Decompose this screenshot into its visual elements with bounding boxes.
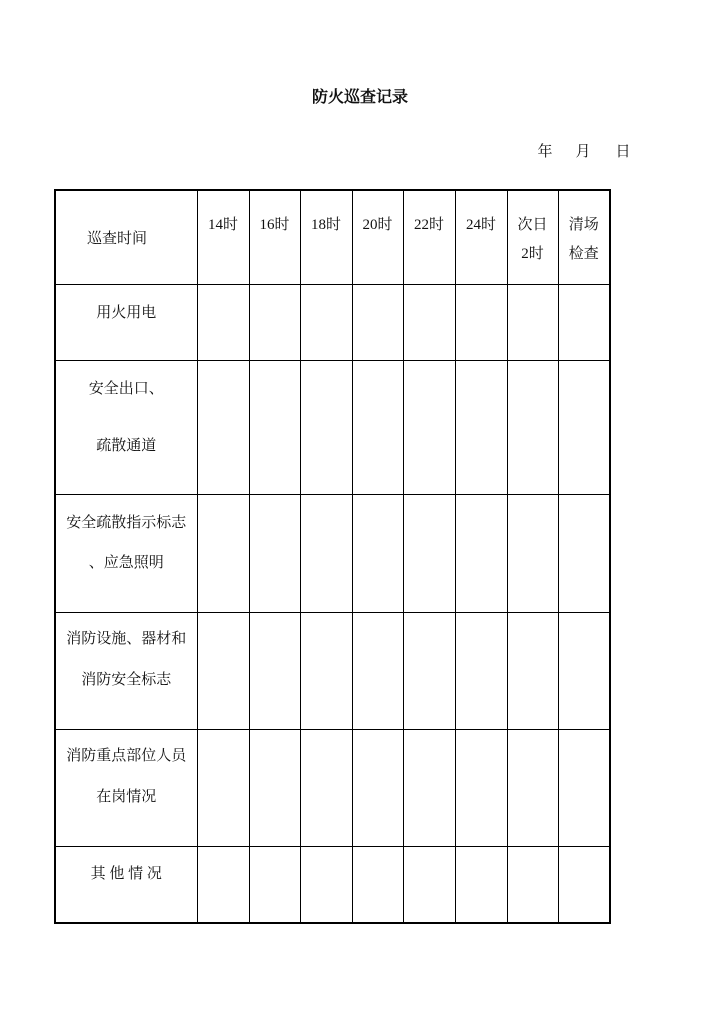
header-row	[55, 190, 610, 285]
patrol-cell	[197, 613, 249, 730]
patrol-cell	[197, 285, 249, 361]
patrol-cell	[558, 847, 610, 924]
patrol-cell	[352, 847, 403, 924]
patrol-record-table	[54, 189, 611, 924]
patrol-cell	[403, 730, 455, 847]
patrol-cell	[403, 361, 455, 495]
row-label-line: 用火用电	[96, 305, 157, 321]
time-header-line1: 次日	[517, 217, 548, 233]
patrol-cell	[455, 495, 507, 613]
patrol-cell	[352, 361, 403, 495]
row-label-fire-electricity	[55, 285, 197, 361]
time-header-line1: 22时	[413, 217, 444, 233]
time-column-header	[352, 190, 403, 285]
patrol-cell	[507, 613, 558, 730]
row-label-line: 在岗情况	[96, 789, 157, 805]
patrol-cell	[197, 730, 249, 847]
row-label-key-personnel	[55, 730, 197, 847]
patrol-cell	[197, 495, 249, 613]
date-year-label: 年	[537, 144, 553, 160]
patrol-cell	[197, 847, 249, 924]
row-label-line: 、应急照明	[88, 555, 164, 571]
time-column-header	[197, 190, 249, 285]
patrol-cell	[352, 495, 403, 613]
time-column-header	[249, 190, 300, 285]
patrol-cell	[249, 613, 300, 730]
patrol-cell	[558, 361, 610, 495]
patrol-cell	[455, 285, 507, 361]
time-column-header	[558, 190, 610, 285]
patrol-cell	[455, 361, 507, 495]
time-header-line1: 清场	[568, 217, 599, 233]
patrol-cell	[300, 495, 352, 613]
patrol-cell	[249, 730, 300, 847]
patrol-cell	[455, 847, 507, 924]
patrol-cell	[403, 495, 455, 613]
patrol-cell	[403, 285, 455, 361]
patrol-cell	[249, 495, 300, 613]
patrol-cell	[455, 730, 507, 847]
patrol-cell	[249, 285, 300, 361]
row-label-line: 安全疏散指示标志	[66, 515, 187, 531]
time-header-line1: 16时	[259, 217, 290, 233]
patrol-cell	[558, 495, 610, 613]
patrol-cell	[507, 847, 558, 924]
patrol-cell	[249, 847, 300, 924]
time-header-line1: 24时	[465, 217, 496, 233]
patrol-cell	[300, 361, 352, 495]
row-label-line: 安全出口、	[88, 381, 164, 397]
table-row	[55, 495, 610, 613]
time-column-header	[455, 190, 507, 285]
table-row	[55, 361, 610, 495]
patrol-cell	[352, 613, 403, 730]
patrol-time-label: 巡查时间	[87, 231, 148, 247]
patrol-cell	[300, 613, 352, 730]
time-header-line2: 检查	[568, 246, 599, 262]
table-row	[55, 613, 610, 730]
patrol-cell	[300, 730, 352, 847]
table-row	[55, 847, 610, 924]
patrol-cell	[403, 613, 455, 730]
patrol-cell	[300, 285, 352, 361]
time-header-line2: 2时	[521, 246, 544, 262]
date-month-label: 月	[575, 144, 591, 160]
patrol-cell	[197, 361, 249, 495]
table-row	[55, 730, 610, 847]
patrol-cell	[558, 730, 610, 847]
patrol-cell	[352, 285, 403, 361]
patrol-cell	[507, 361, 558, 495]
row-label-line: 消防重点部位人员	[66, 748, 187, 764]
row-label-line: 其 他 情 况	[90, 866, 162, 882]
time-header-line1: 14时	[207, 217, 238, 233]
patrol-cell	[558, 285, 610, 361]
patrol-cell	[507, 285, 558, 361]
time-column-header	[507, 190, 558, 285]
row-label-line: 疏散通道	[96, 438, 157, 454]
row-label-line: 消防设施、器材和	[66, 631, 187, 647]
patrol-cell	[507, 730, 558, 847]
time-header-line1: 20时	[362, 217, 393, 233]
patrol-cell	[507, 495, 558, 613]
row-label-other	[55, 847, 197, 924]
patrol-cell	[300, 847, 352, 924]
table-row	[55, 285, 610, 361]
row-label-line: 消防安全标志	[81, 672, 172, 688]
patrol-cell	[455, 613, 507, 730]
patrol-cell	[352, 730, 403, 847]
date-day-label: 日	[615, 144, 631, 160]
patrol-cell	[558, 613, 610, 730]
document-title: 防火巡查记录	[311, 89, 408, 106]
patrol-cell	[249, 361, 300, 495]
row-label-signs-lighting	[55, 495, 197, 613]
time-header-line1: 18时	[310, 217, 341, 233]
time-column-header	[300, 190, 352, 285]
patrol-cell	[403, 847, 455, 924]
row-label-exits-evacuation	[55, 361, 197, 495]
time-column-header	[403, 190, 455, 285]
row-label-facilities-equipment	[55, 613, 197, 730]
patrol-time-header	[55, 190, 197, 285]
